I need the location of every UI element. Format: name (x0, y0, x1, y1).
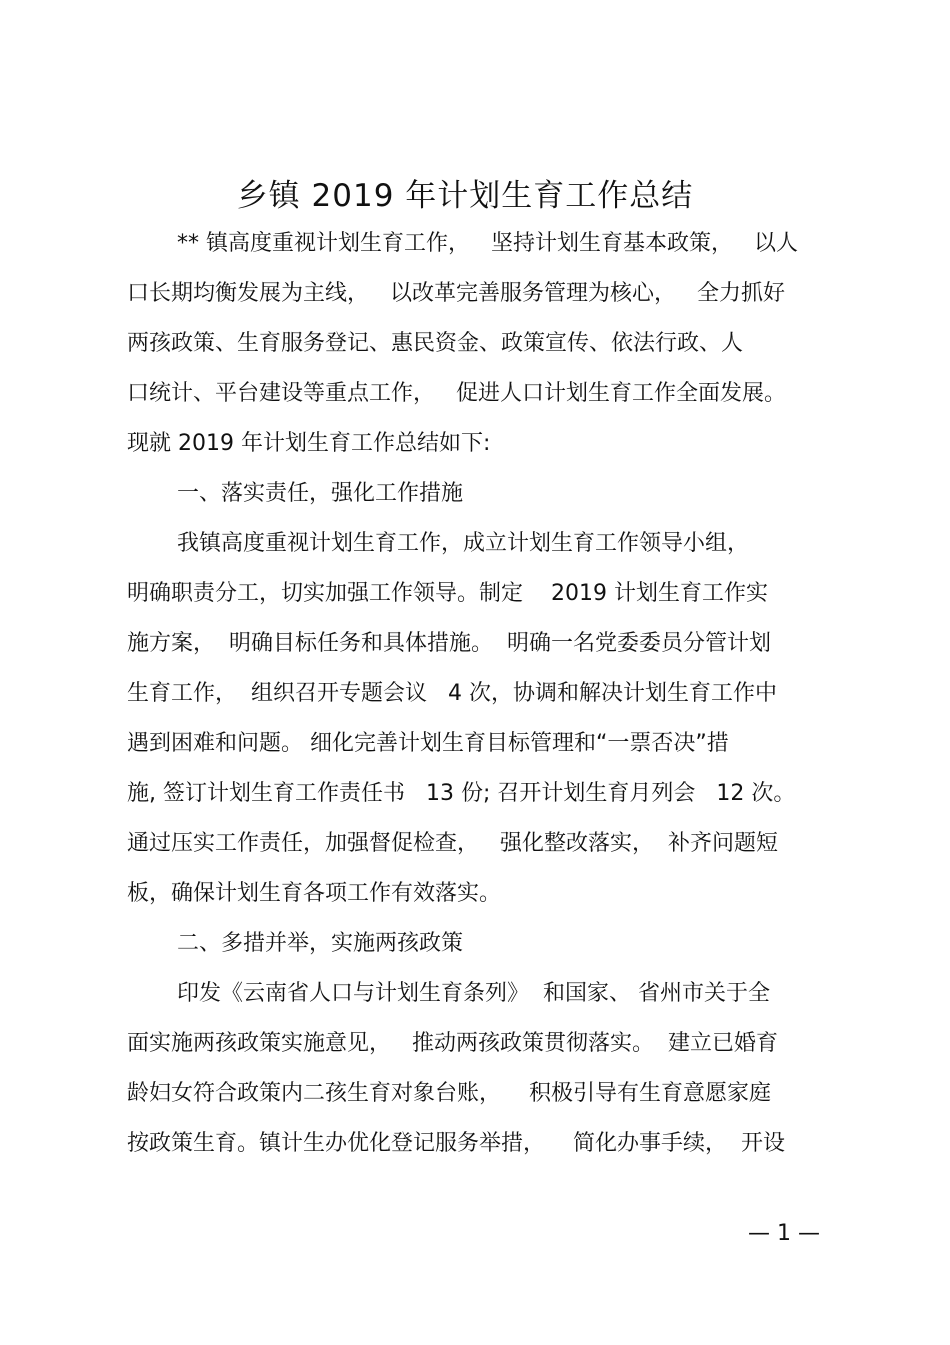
text-line: 板，确保计划生育各项工作有效落实。 (127, 881, 502, 906)
text-line: 二、多措并举，实施两孩政策 (177, 931, 464, 956)
text-line: 口长期均衡发展为主线， 以改革完善服务管理为核心， 全力抓好 (127, 281, 785, 306)
text-line: ** 镇高度重视计划生育工作， 坚持计划生育基本政策， 以人 (177, 231, 798, 256)
text-line: 龄妇女符合政策内二孩生育对象台账， 积极引导有生育意愿家庭 (127, 1081, 771, 1106)
text-line: 施方案， 明确目标任务和具体措施。 明确一名党委委员分管计划 (127, 631, 771, 656)
text-line: 按政策生育。镇计生办优化登记服务举措， 简化办事手续， 开设 (127, 1131, 785, 1156)
text-line: 面实施两孩政策实施意见， 推动两孩政策贯彻落实。 建立已婚育 (127, 1031, 778, 1056)
text-line: 我镇高度重视计划生育工作，成立计划生育工作领导小组， (177, 531, 750, 556)
text-line: 通过压实工作责任，加强督促检查， 强化整改落实， 补齐问题短 (127, 831, 778, 856)
text-line: 生育工作， 组织召开专题会议 4 次，协调和解决计划生育工作中 (127, 681, 777, 706)
text-line: 施, 签订计划生育工作责任书 13 份; 召开计划生育月列会 12 次。 (127, 781, 796, 806)
page-title: 乡镇 2019 年计划生育工作总结 (236, 178, 694, 214)
text-line: 现就 2019 年计划生育工作总结如下: (127, 431, 491, 456)
text-line: 遇到困难和问题。 细化完善计划生育目标管理和“一票否决”措 (127, 731, 729, 756)
document-body (127, 224, 847, 1174)
text-line: 明确职责分工，切实加强工作领导。制定 2019 计划生育工作实 (127, 581, 768, 606)
text-line: 口统计、平台建设等重点工作， 促进人口计划生育工作全面发展。 (127, 381, 786, 406)
text-line: 两孩政策、生育服务登记、惠民资金、政策宣传、依法行政、人 (127, 331, 744, 356)
page-number: — 1 — (748, 1221, 820, 1246)
text-line: 印发《云南省人口与计划生育条列》 和国家、 省州市关于全 (177, 981, 770, 1006)
text-line: 一、落实责任，强化工作措施 (177, 481, 464, 506)
